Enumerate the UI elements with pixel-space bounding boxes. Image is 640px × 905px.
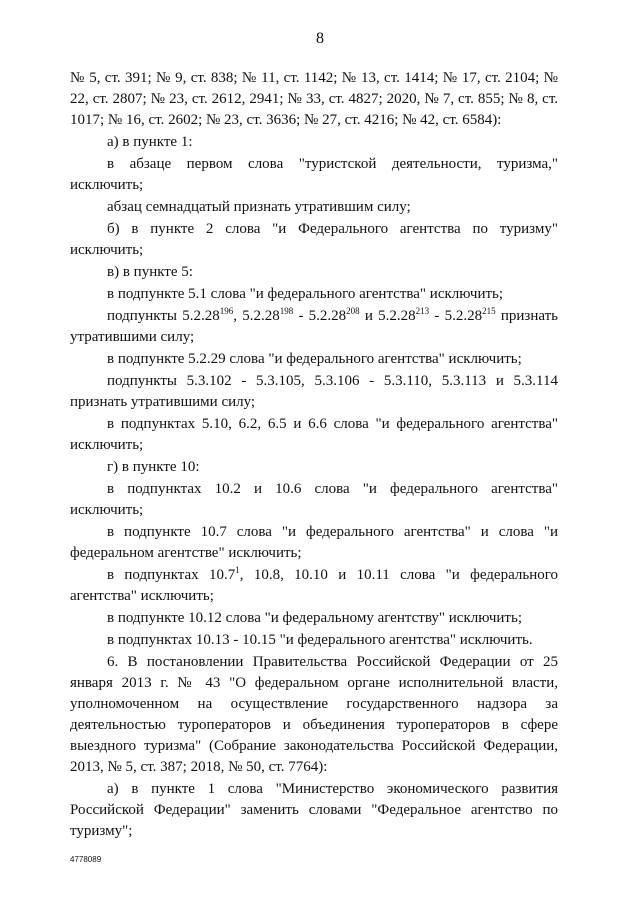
text-run: в подпункте 5.1 слова "и федерального агентства" исключить; bbox=[107, 286, 504, 302]
superscript: 1 bbox=[235, 565, 240, 575]
paragraph bbox=[70, 479, 558, 521]
paragraph bbox=[70, 779, 558, 842]
text-run: 6. В постановлении Правительства Российской Федерации от 25 января 2013 г. № 43 "О федеральном органе исполнительной власти, уполномоченном на осуществление государственного надзора за деятельностью туроператоров и объединения туроператоров в сфере выездного туризма" (Собрание законодательства Российской Федерации, 2013, № 5, ст. 387; 2018, № 50, ст. 7764): bbox=[70, 654, 558, 775]
paragraph bbox=[70, 371, 558, 413]
text-run: в подпунктах 10.2 и 10.6 слова "и федерального агентства" исключить; bbox=[70, 481, 558, 518]
superscript: 196 bbox=[219, 306, 234, 316]
superscript: 198 bbox=[279, 306, 294, 316]
paragraph bbox=[70, 197, 558, 218]
text-run: а) в пункте 1: bbox=[107, 134, 193, 150]
text-run: в подпункте 10.7 слова "и федерального агентства" и слова "и федеральном агентстве" исключить; bbox=[70, 524, 558, 561]
text-run: г) в пункте 10: bbox=[107, 459, 200, 475]
paragraph bbox=[70, 349, 558, 370]
text-run: подпункты 5.2.28 bbox=[107, 308, 220, 324]
text-run: б) в пункте 2 слова "и Федерального агентства по туризму" исключить; bbox=[70, 221, 558, 258]
text-run: и 5.2.28 bbox=[359, 308, 416, 324]
paragraph bbox=[70, 219, 558, 261]
text-run: в подпункте 5.2.29 слова "и федерального агентства" исключить; bbox=[107, 351, 522, 367]
page-number: 8 bbox=[316, 30, 324, 47]
superscript: 215 bbox=[482, 306, 496, 316]
text-run: - 5.2.28 bbox=[293, 308, 347, 324]
text-run: , 5.2.28 bbox=[233, 308, 280, 324]
paragraph bbox=[70, 414, 558, 456]
paragraph bbox=[70, 132, 558, 153]
text-run: а) в пункте 1 слова "Министерство экономического развития Российской Федерации" заменить словами "Федеральное агентство по туризму"; bbox=[70, 781, 558, 839]
text-run: подпункты 5.3.102 - 5.3.105, 5.3.106 - 5.3.110, 5.3.113 и 5.3.114 признать утратившими силу; bbox=[70, 373, 558, 410]
paragraph bbox=[70, 608, 558, 629]
text-run: № 5, ст. 391; № 9, ст. 838; № 11, ст. 1142; № 13, ст. 1414; № 17, ст. 2104; № 22, ст. 2807; № 23, ст. 2612, 2941; № 33, ст. 4827; 2020, № 7, ст. 855; № 8, ст. 1017; № 16, ст. 2602; № 23, ст. 3636; № 27, ст. 4216; № 42, ст. 6584): bbox=[70, 70, 558, 128]
text-run: в подпунктах 10.7 bbox=[107, 567, 236, 583]
text-run: признать утратившими силу; bbox=[70, 308, 559, 345]
text-run: в подпункте 10.12 слова "и федеральному агентству" исключить; bbox=[107, 610, 522, 626]
paragraph bbox=[70, 306, 558, 348]
superscript: 208 bbox=[346, 306, 360, 316]
paragraph bbox=[70, 522, 558, 564]
paragraph bbox=[70, 565, 558, 607]
paragraph bbox=[70, 284, 558, 305]
text-run: в подпунктах 10.13 - 10.15 "и федерального агентства" исключить. bbox=[107, 632, 533, 648]
paragraph bbox=[70, 262, 558, 283]
paragraph bbox=[70, 652, 558, 778]
text-run: абзац семнадцатый признать утратившим силу; bbox=[107, 199, 411, 215]
text-run: - 5.2.28 bbox=[429, 308, 483, 324]
text-run: в подпунктах 5.10, 6.2, 6.5 и 6.6 слова "и федерального агентства" исключить; bbox=[70, 416, 558, 453]
paragraph bbox=[70, 68, 558, 131]
document-id: 4778089 bbox=[70, 855, 102, 864]
text-run: в) в пункте 5: bbox=[107, 264, 193, 280]
document-body bbox=[70, 68, 558, 843]
paragraph bbox=[70, 457, 558, 478]
superscript: 213 bbox=[415, 306, 430, 316]
text-run: , 10.8, 10.10 и 10.11 слова "и федерального агентства" исключить; bbox=[70, 567, 558, 604]
paragraph bbox=[70, 154, 558, 196]
text-run: в абзаце первом слова "туристской деятельности, туризма," исключить; bbox=[70, 156, 558, 193]
paragraph bbox=[70, 630, 558, 651]
